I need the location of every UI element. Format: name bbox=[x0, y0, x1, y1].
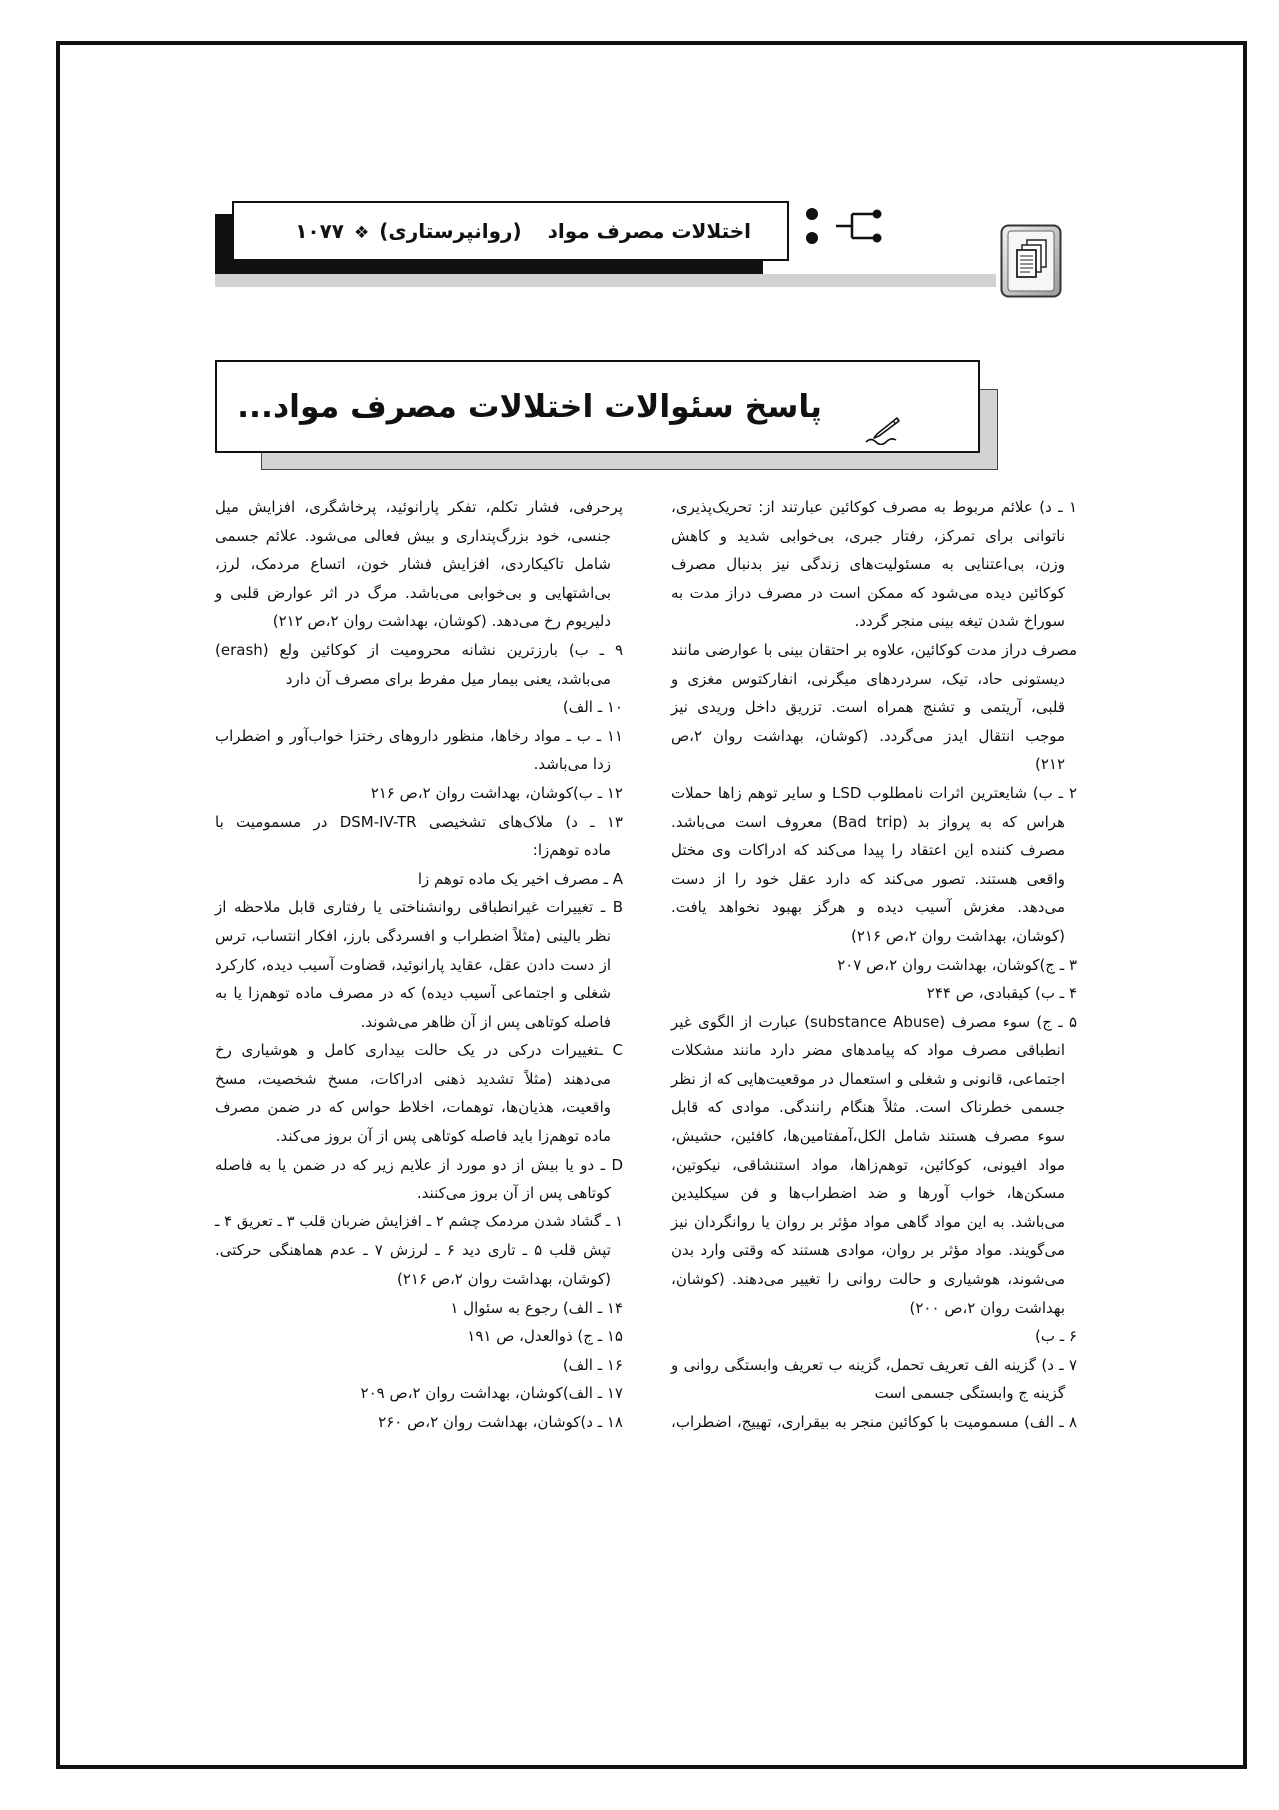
text-line: فاصله کوتاهی پس از آن ظاهر می‌شوند. bbox=[360, 1012, 611, 1031]
connector-icon bbox=[800, 203, 887, 250]
pen-icon bbox=[864, 415, 902, 445]
answer-paragraph bbox=[215, 1036, 623, 1150]
answer-paragraph bbox=[671, 1408, 1077, 1437]
text-line: A ـ مصرف اخیر یک ماده توهم زا bbox=[417, 869, 623, 888]
text-line: ۱ ـ د) علائم مربوط به مصرف کوکائین عبارتند از: تحریک‌پذیری، bbox=[671, 498, 1077, 516]
answer-paragraph bbox=[215, 893, 623, 1036]
text-line: ۶ ـ ب) bbox=[1035, 1327, 1077, 1346]
text-line: کوکائین دیده می‌شود که ممکن است در مصرف دراز مدت به bbox=[671, 583, 1065, 602]
answer-paragraph bbox=[215, 1408, 623, 1437]
text-line: می‌گویند. مواد مؤثر بر روان، موادی هستند که وقتی وارد بدن bbox=[671, 1241, 1065, 1260]
text-line: از دست دادن عقل، عقاید پارانوئید، قضاوت آسیب دیده، کارکرد bbox=[215, 955, 611, 974]
text-line: D ـ دو یا بیش از دو مورد از علایم زیر که در ضمن یا به فاصله bbox=[215, 1155, 623, 1174]
text-line: بی‌اشتهایی و بی‌خوابی می‌باشد. مرگ در اثر عوارض قلبی و bbox=[215, 583, 611, 602]
answers-column-right bbox=[671, 493, 1077, 1437]
answer-paragraph bbox=[671, 1322, 1077, 1351]
text-line: ۸ ـ الف) مسمومیت با کوکائین منجر به بیقراری، تهییج، اضطراب، bbox=[671, 1413, 1077, 1431]
text-line: بهداشت روان ۲،ص ۲۰۰) bbox=[909, 1298, 1065, 1317]
text-line: سوراخ شدن تیغه بینی منجر گردد. bbox=[854, 612, 1065, 631]
text-line: واقعی هستند. تصور می‌کند که دارد عقل خود را از دست bbox=[671, 869, 1065, 888]
answer-paragraph bbox=[215, 636, 623, 693]
text-line: ناتوانی برای تمرکز، رفتار جبری، بی‌خوابی شدید و کاهش bbox=[671, 526, 1065, 545]
text-line: می‌دهد. مغزش آسیب دیده و هرگز بهبود نخواهد یافت. bbox=[671, 898, 1065, 917]
answer-paragraph bbox=[215, 1294, 623, 1323]
text-line: ۱۴ ـ الف) رجوع به سئوال ۱ bbox=[450, 1298, 623, 1317]
text-line: ۵ ـ ج) سوء مصرف (substance Abuse) عبارت از الگوی غیر bbox=[671, 1012, 1077, 1031]
text-line: ۱۰ ـ الف) bbox=[562, 698, 623, 717]
answer-paragraph bbox=[215, 1322, 623, 1351]
running-header bbox=[232, 201, 789, 261]
text-line: می‌باشد، یعنی بیمار میل مفرط برای مصرف آن دارد bbox=[285, 669, 611, 688]
text-line: قلبی، آریتمی و تشنج همراه است. تزریق داخل وریدی نیز bbox=[671, 698, 1065, 717]
header-separator: ❖ bbox=[354, 223, 370, 243]
text-line: وزن، بی‌اعتنایی به مسئولیت‌های زندگی نیز بدنبال مصرف bbox=[671, 555, 1065, 574]
text-line: جسمی خطرناک است. مثلاً هنگام رانندگی. موادی که قابل bbox=[671, 1098, 1065, 1117]
text-line: ۲۱۲) bbox=[1034, 755, 1065, 774]
text-line: شامل تاکیکاردی، افزایش فشار خون، اتساع مردمک، لرز، bbox=[215, 555, 611, 574]
text-line: مصرف دراز مدت کوکائین، علاوه بر احتقان بینی با عوارضی مانند bbox=[671, 640, 1077, 659]
text-line: ۹ ـ ب) بارزترین نشانه محرومیت از کوکائین ولع (erash) bbox=[215, 640, 623, 659]
text-line: اجتماعی، قانونی و شغلی و استعمال در موقعیت‌هایی که از نظر bbox=[671, 1069, 1065, 1088]
text-line: ۱۳ ـ د) ملاک‌های تشخیصی DSM-IV-TR در مسمومیت با bbox=[215, 812, 623, 831]
text-line: هراس که به پرواز بد (Bad trip) معروف است می‌باشد. bbox=[671, 812, 1065, 831]
text-line: ۷ ـ د) گزینه الف تعریف تحمل، گزینه ب تعریف وابستگی روانی و bbox=[671, 1355, 1077, 1374]
answer-paragraph bbox=[215, 1379, 623, 1408]
answer-paragraph bbox=[671, 979, 1077, 1008]
document-icon bbox=[1000, 224, 1062, 298]
text-line: ۳ ـ ج)کوشان، بهداشت روان ۲،ص ۲۰۷ bbox=[837, 955, 1077, 974]
text-line: انطباقی مصرف مواد که پیامدهای مضر دارد مانند مشکلات bbox=[671, 1041, 1065, 1060]
text-line: (کوشان، بهداشت روان ۲،ص ۲۱۶) bbox=[397, 1270, 611, 1289]
text-line: مواد افیونی، کوکائین، توهم‌زاها، مواد استنشاقی، نیکوتین، bbox=[671, 1155, 1065, 1174]
text-line: ۱۶ ـ الف) bbox=[562, 1355, 623, 1374]
answer-paragraph bbox=[215, 693, 623, 722]
answer-paragraph bbox=[671, 779, 1077, 951]
answer-paragraph bbox=[215, 865, 623, 894]
answer-paragraph bbox=[215, 493, 623, 636]
answer-paragraph bbox=[215, 779, 623, 808]
text-line: نظر بالینی (مثلاً اضطراب و افسردگی بارز، افکار انتساب، ترس bbox=[215, 926, 611, 945]
text-line: دیستونی حاد، تیک، سردردهای میگرنی، انفارکتوس مغزی و bbox=[671, 669, 1065, 688]
text-line: گزینه ج وابستگی جسمی است bbox=[874, 1384, 1065, 1403]
answer-paragraph bbox=[671, 493, 1077, 636]
text-line: کوتاهی پس از آن بروز می‌کنند. bbox=[416, 1184, 611, 1203]
answer-paragraph bbox=[215, 1208, 623, 1294]
text-line: می‌شوند، هوشیاری و حالت روانی را تغییر می‌دهند. (کوشان، bbox=[671, 1270, 1065, 1289]
text-line: دلیریوم رخ می‌دهد. (کوشان، بهداشت روان ۲،ص ۲۱۲) bbox=[272, 612, 611, 631]
text-line: ۱۷ ـ الف)کوشان، بهداشت روان ۲،ص ۲۰۹ bbox=[360, 1384, 623, 1403]
running-header-text bbox=[250, 203, 751, 259]
text-line: ماده توهم‌زا: bbox=[532, 841, 611, 860]
text-line: ۱۱ ـ ب ـ مواد رخاها، منظور داروهای رختزا خواب‌آور و اضطراب bbox=[215, 726, 623, 745]
text-line: می‌دهند (مثلاً تشدید ذهنی ادراکات، مسخ شخصیت، مسخ bbox=[215, 1069, 611, 1088]
answer-paragraph bbox=[215, 1351, 623, 1380]
text-line: ۱۲ ـ ب)کوشان، بهداشت روان ۲،ص ۲۱۶ bbox=[370, 783, 623, 802]
text-line: موجب انتقال ایدز می‌گردد. (کوشان، بهداشت روان ۲،ص bbox=[671, 726, 1065, 745]
text-line: پرحرفی، فشار تکلم، تفکر پارانوئید، پرخاشگری، افزایش میل bbox=[215, 498, 623, 516]
text-line: شغلی و اجتماعی آسیب دیده) که در مصرف ماده توهم‌زا یا به bbox=[215, 984, 611, 1003]
text-line: مسکن‌ها، خواب آورها و ضد اضطراب‌ها و فن سیکلیدین bbox=[671, 1184, 1065, 1203]
answer-paragraph bbox=[215, 1151, 623, 1208]
text-line: سوء مصرف هستند شامل الکل،آمفتامین‌ها، کافئین، حشیش، bbox=[671, 1127, 1065, 1146]
header-subtitle: (روانپرستاری) bbox=[379, 219, 522, 243]
section-title: پاسخ سئوالات اختلالات مصرف مواد... bbox=[237, 389, 822, 425]
answer-paragraph bbox=[215, 722, 623, 779]
answer-paragraph bbox=[215, 808, 623, 865]
answers-column-left bbox=[215, 493, 623, 1437]
page-number: ۱۰۷۷ bbox=[295, 219, 345, 243]
text-line: مصرف کننده این اعتقاد را پیدا می‌کند که ادراکات وی مختل bbox=[671, 841, 1065, 860]
text-line: می‌باشد. به این مواد گاهی مواد مؤثر بر روان یا روانگردان نیز bbox=[671, 1212, 1065, 1231]
answer-paragraph bbox=[671, 1008, 1077, 1323]
text-line: تپش قلب ۵ ـ تاری دید ۶ ـ لرزش ۷ ـ عدم هماهنگی حرکتی. bbox=[215, 1241, 611, 1260]
text-line: زدا می‌باشد. bbox=[533, 755, 611, 774]
text-line: ۱ ـ گشاد شدن مردمک چشم ۲ ـ افزایش ضربان قلب ۳ ـ تعریق ۴ ـ bbox=[215, 1212, 624, 1230]
text-line: ۱۵ ـ ج) ذوالعدل، ص ۱۹۱ bbox=[467, 1327, 623, 1346]
text-line: ماده توهم‌زا باید فاصله کوتاهی پس از آن بروز می‌کند. bbox=[275, 1127, 611, 1146]
text-line: واقعیت، هذیان‌ها، توهمات، اخلاط حواس که در ضمن مصرف bbox=[215, 1098, 611, 1117]
header-rule bbox=[215, 274, 996, 287]
section-title-box bbox=[215, 360, 980, 453]
text-line: C ـتغییرات درکی در یک حالت بیداری کامل و هوشیاری رخ bbox=[215, 1041, 623, 1060]
text-line: ۴ ـ ب) کیقبادی، ص ۲۴۴ bbox=[926, 984, 1077, 1003]
answer-paragraph bbox=[671, 636, 1077, 779]
text-line: ۲ ـ ب) شایعترین اثرات نامطلوب LSD و سایر توهم زاها حملات bbox=[671, 783, 1077, 802]
text-line: ۱۸ ـ د)کوشان، بهداشت روان ۲،ص ۲۶۰ bbox=[378, 1413, 623, 1431]
text-line: B ـ تغییرات غیرانطباقی روانشناختی یا رفتاری قابل ملاحظه از bbox=[215, 898, 623, 917]
answer-paragraph bbox=[671, 951, 1077, 980]
answer-paragraph bbox=[671, 1351, 1077, 1408]
text-line: (کوشان، بهداشت روان ۲،ص ۲۱۶) bbox=[851, 926, 1065, 945]
header-title: اختلالات مصرف مواد bbox=[547, 219, 751, 243]
text-line: جنسی، خود بزرگ‌پنداری و بیش فعالی می‌شود. علائم جسمی bbox=[215, 526, 611, 545]
